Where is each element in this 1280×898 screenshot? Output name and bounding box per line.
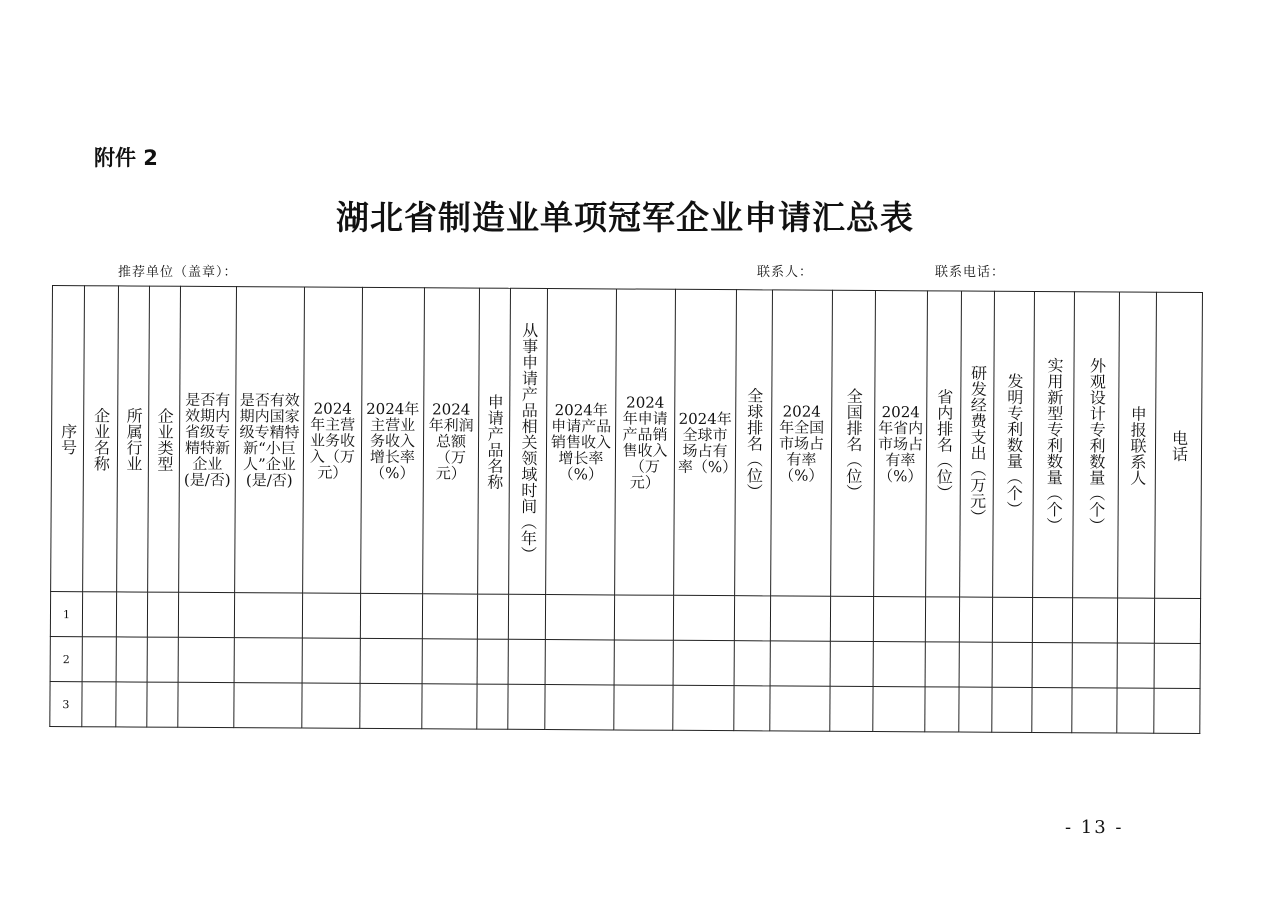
col-header-total-profit: 2024年利润总额（万元） xyxy=(423,288,480,594)
col-header-provincial-rank: 省内排名（位） xyxy=(926,291,962,597)
col-header-years-in-field: 从事申请产品相关领域时间（年） xyxy=(509,288,548,594)
table-cell[interactable] xyxy=(770,641,830,686)
table-cell[interactable] xyxy=(302,638,360,683)
table-cell[interactable] xyxy=(734,641,770,686)
table-cell[interactable] xyxy=(477,639,508,684)
table-cell[interactable] xyxy=(360,593,422,638)
table-cell[interactable] xyxy=(178,592,234,637)
table-row xyxy=(50,636,1200,688)
col-header-national-share: 2024年全国市场占有率（%） xyxy=(771,290,833,596)
table-cell[interactable] xyxy=(614,640,673,685)
table-cell[interactable] xyxy=(1117,643,1154,688)
col-header-national-rank: 全国排名（位） xyxy=(831,290,876,596)
col-header-revenue-growth: 2024年主营业务收入增长率（%） xyxy=(361,287,425,593)
table-cell[interactable] xyxy=(1072,643,1117,688)
table-cell[interactable] xyxy=(302,683,360,728)
table-cell[interactable] xyxy=(830,596,873,641)
col-header-global-rank: 全球排名（位） xyxy=(735,290,773,596)
table-cell[interactable] xyxy=(545,685,614,730)
table-cell[interactable] xyxy=(770,686,830,731)
table-cell[interactable] xyxy=(82,682,116,727)
table-row xyxy=(50,681,1200,733)
col-header-phone: 电话 xyxy=(1155,292,1203,598)
table-cell[interactable] xyxy=(1072,688,1117,733)
table-cell[interactable] xyxy=(873,597,925,642)
table-cell[interactable] xyxy=(770,596,830,641)
header-row xyxy=(51,286,1203,599)
col-header-applicant-contact: 申报联系人 xyxy=(1118,292,1157,598)
table-cell[interactable] xyxy=(147,637,178,682)
col-header-national-little-giant: 是否有效期内国家级专精特新“小巨人”企业(是/否) xyxy=(235,287,305,593)
table-cell[interactable] xyxy=(959,597,992,642)
table-cell[interactable] xyxy=(1117,598,1154,643)
row-index: 3 xyxy=(50,681,82,726)
table-cell[interactable] xyxy=(673,685,734,730)
col-header-product-sales: 2024年申请产品销售收入（万元） xyxy=(615,289,676,595)
table-cell[interactable] xyxy=(422,684,477,729)
table-cell[interactable] xyxy=(508,684,545,729)
table-cell[interactable] xyxy=(925,597,959,642)
col-header-product-sales-growth: 2024年申请产品销售收入增长率（%） xyxy=(546,289,617,595)
table-cell[interactable] xyxy=(116,637,147,682)
col-header-design-patents: 外观设计专利数量（个） xyxy=(1073,292,1120,598)
table-cell[interactable] xyxy=(1154,643,1200,688)
row-index: 1 xyxy=(50,591,82,636)
col-header-seq: 序号 xyxy=(51,286,85,592)
page-title: 湖北省制造业单项冠军企业申请汇总表 xyxy=(336,198,914,237)
table-cell[interactable] xyxy=(1032,642,1072,687)
table-cell[interactable] xyxy=(873,687,925,732)
table-cell[interactable] xyxy=(673,640,734,685)
col-header-main-revenue: 2024年主营业务收入（万元） xyxy=(303,287,363,593)
table-cell[interactable] xyxy=(422,594,477,639)
table-cell[interactable] xyxy=(614,595,673,640)
table-cell[interactable] xyxy=(992,597,1032,642)
table-cell[interactable] xyxy=(477,594,508,639)
row-index: 2 xyxy=(50,636,82,681)
table-cell[interactable] xyxy=(508,594,545,639)
table-cell[interactable] xyxy=(959,642,992,687)
table-cell[interactable] xyxy=(1032,687,1072,732)
table-cell[interactable] xyxy=(673,595,734,640)
attachment-label: 附件 2 xyxy=(94,146,158,170)
summary-table xyxy=(49,285,1203,734)
col-header-company-type: 企业类型 xyxy=(148,286,181,592)
table-cell[interactable] xyxy=(82,592,116,637)
table-cell[interactable] xyxy=(234,593,302,638)
table-cell[interactable] xyxy=(873,642,925,687)
table-cell[interactable] xyxy=(508,639,545,684)
table-cell[interactable] xyxy=(116,592,147,637)
table-cell[interactable] xyxy=(992,687,1032,732)
table-cell[interactable] xyxy=(545,595,614,640)
contact-person-label: 联系人： xyxy=(757,265,814,280)
table-cell[interactable] xyxy=(234,638,302,683)
table-cell[interactable] xyxy=(959,687,992,732)
table-cell[interactable] xyxy=(178,682,234,727)
table-cell[interactable] xyxy=(477,684,508,729)
table-cell[interactable] xyxy=(830,686,873,731)
table-cell[interactable] xyxy=(734,686,770,731)
table-cell[interactable] xyxy=(422,639,477,684)
table-cell[interactable] xyxy=(1154,598,1200,643)
col-header-global-share: 2024年全球市场占有率（%） xyxy=(674,289,737,595)
table-cell[interactable] xyxy=(360,638,422,683)
table-cell[interactable] xyxy=(82,637,116,682)
table-cell[interactable] xyxy=(234,683,302,728)
table-cell[interactable] xyxy=(116,682,147,727)
table-cell[interactable] xyxy=(147,682,178,727)
table-cell[interactable] xyxy=(925,687,959,732)
table-cell[interactable] xyxy=(614,685,673,730)
table-cell[interactable] xyxy=(302,593,360,638)
table-cell[interactable] xyxy=(545,640,614,685)
contact-phone-label: 联系电话： xyxy=(935,265,1006,280)
recommender-label: 推荐单位（盖章）： xyxy=(118,265,238,280)
col-header-provincial-share: 2024年省内市场占有率（%） xyxy=(874,291,928,597)
table-cell[interactable] xyxy=(1072,598,1117,643)
table-cell[interactable] xyxy=(1117,688,1154,733)
table-cell[interactable] xyxy=(992,642,1032,687)
col-header-company-name: 企业名称 xyxy=(83,286,119,592)
table-row xyxy=(50,591,1200,643)
col-header-industry: 所属行业 xyxy=(117,286,150,592)
col-header-product-name: 申请产品名称 xyxy=(478,288,511,594)
table-cell[interactable] xyxy=(1154,688,1200,733)
col-header-utility-patents: 实用新型专利数量（个） xyxy=(1033,292,1075,598)
table-cell[interactable] xyxy=(925,642,959,687)
col-header-invention-patents: 发明专利数量（个） xyxy=(993,291,1035,597)
table-cell[interactable] xyxy=(178,637,234,682)
table-cell[interactable] xyxy=(734,596,770,641)
table-cell[interactable] xyxy=(830,641,873,686)
table-cell[interactable] xyxy=(147,592,178,637)
page-number: - 13 - xyxy=(1065,817,1124,838)
col-header-rd-expense: 研发经费支出（万元） xyxy=(960,291,995,597)
table-cell[interactable] xyxy=(1032,597,1072,642)
table-cell[interactable] xyxy=(360,683,422,728)
col-header-provincial-srdi: 是否有效期内省级专精特新企业(是/否) xyxy=(179,286,237,592)
